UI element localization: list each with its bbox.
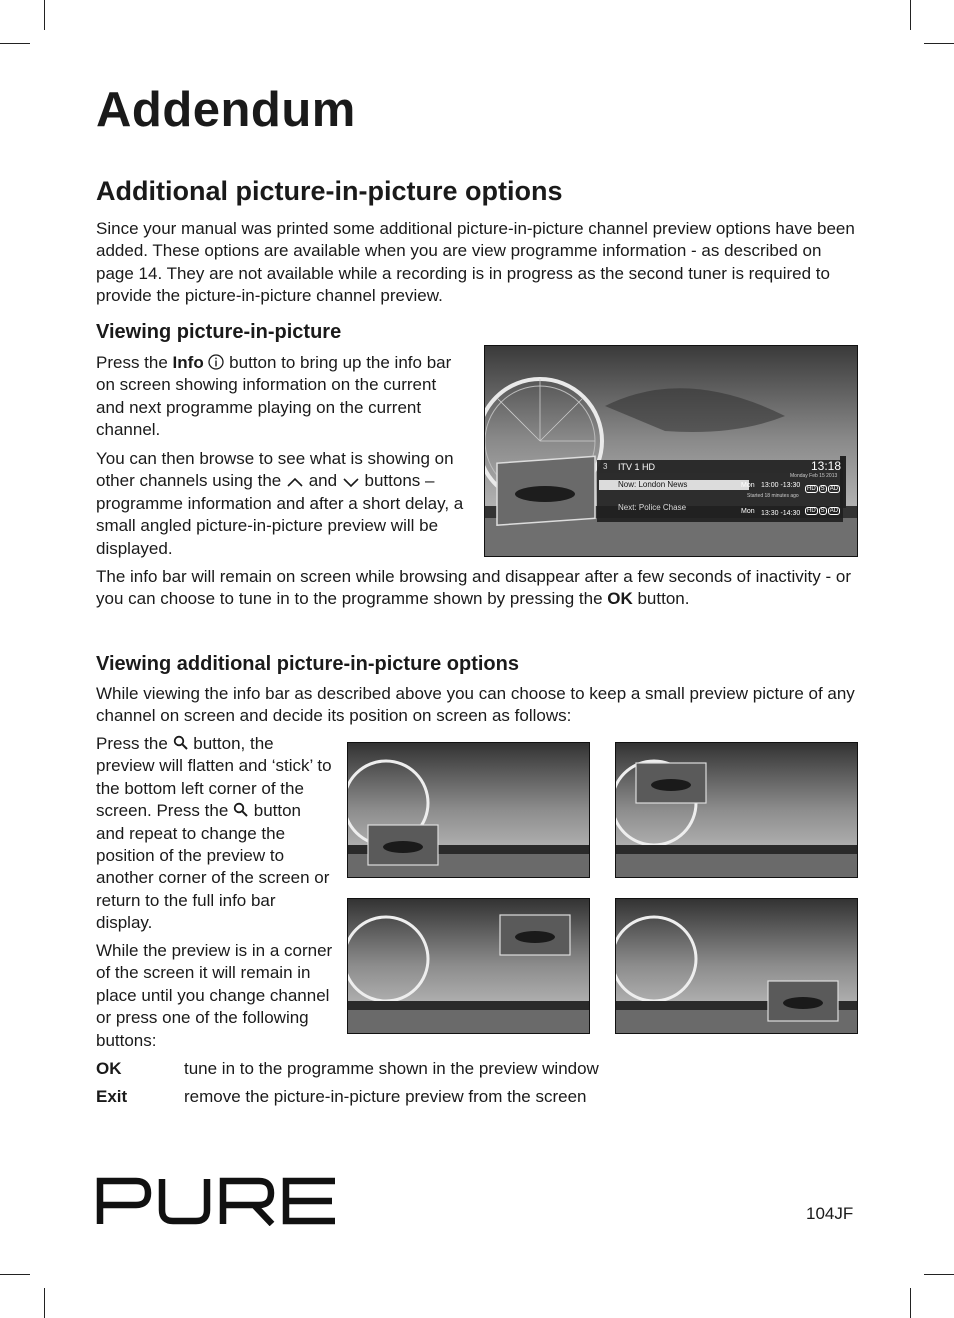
key-description: tune in to the programme shown in the preview window [184, 1059, 599, 1078]
text-run: You can then browse to see what is showing on other channels using the [96, 449, 454, 491]
next-badges [805, 507, 840, 515]
text-run: Press the [96, 734, 173, 753]
text-run: The info bar will remain on screen while browsing and disappear after a few seconds of inactivity - or you can choose to tune in to the programme shown by pressing the [96, 567, 851, 609]
preview-top-right-screenshot [347, 898, 590, 1034]
info-key-label: Info [172, 353, 204, 372]
crop-mark [44, 0, 45, 30]
preview-bottom-left-screenshot [347, 742, 590, 878]
crop-mark [0, 43, 30, 44]
key-label: Exit [96, 1087, 128, 1106]
crop-mark [910, 0, 911, 30]
crop-mark [44, 1288, 45, 1318]
london-scene-image [485, 346, 857, 556]
crop-mark [924, 1274, 954, 1275]
chevron-up-icon [286, 476, 304, 488]
chevron-down-icon [342, 476, 360, 488]
text-run: and [303, 471, 342, 491]
now-time: 13:00 -13:30 [761, 482, 801, 489]
additional-paragraph-1 [96, 733, 334, 935]
now-day: Mon [741, 482, 755, 489]
key-row-exit [96, 1086, 587, 1108]
viewing-paragraph-3 [96, 566, 856, 611]
now-badges [805, 485, 840, 493]
viewing-paragraph-2 [96, 448, 474, 560]
pure-logo [96, 1176, 338, 1231]
started-text: Started 18 minutes ago [747, 493, 799, 499]
subtitles-badge: S [820, 508, 825, 514]
page-title: Addendum [96, 83, 356, 137]
intro-paragraph: Since your manual was printed some additional picture-in-picture channel preview options have been added. These options are available when you are view programme information - as described on page 14. They are not available while a recording is in progress as the second tuner is required to provide the picture-in-picture channel preview. [96, 219, 855, 306]
section-title: Additional picture-in-picture options [96, 176, 563, 206]
info-icon [208, 354, 224, 370]
additional-intro: While viewing the info bar as described above you can choose to keep a small preview picture of any channel on screen and decide its position on screen as follows: [96, 684, 855, 726]
clock-time: 13:18 [811, 459, 842, 473]
clock-date: Monday Feb 15 2013 [790, 473, 838, 479]
text-run: button. [632, 589, 690, 609]
search-icon [173, 735, 189, 751]
crop-mark [0, 1274, 30, 1275]
text-run: button to bring up the info bar on screen showing information on the current and next programme playing on the current channel. [96, 353, 452, 440]
next-programme: Next: Police Chase [618, 503, 687, 512]
preview-top-left-screenshot [615, 742, 858, 878]
channel-name: ITV 1 HD [618, 462, 656, 472]
audio-description-badge: AD [829, 486, 839, 492]
key-description: remove the picture-in-picture preview from the screen [184, 1087, 587, 1106]
next-time: 13:30 -14:30 [761, 510, 801, 517]
additional-paragraph-2: While the preview is in a corner of the screen it will remain in place until you change channel or press one of the following buttons: [96, 941, 333, 1050]
preview-bottom-right-screenshot [615, 898, 858, 1034]
crop-mark [910, 1288, 911, 1318]
next-day: Mon [741, 508, 755, 515]
text-run: button, the preview will flatten and ‘stick’ to the bottom left corner of the screen. Press the [96, 734, 332, 821]
crop-mark [924, 43, 954, 44]
page-code: 104JF [806, 1204, 854, 1223]
hd-badge: HD [807, 486, 816, 492]
hd-badge: HD [807, 508, 816, 514]
additional-heading: Viewing additional picture-in-picture options [96, 653, 519, 675]
now-programme: Now: London News [618, 480, 688, 489]
viewing-heading: Viewing picture-in-picture [96, 321, 342, 343]
info-bar-screenshot [484, 345, 858, 557]
subtitles-badge: S [820, 486, 825, 492]
text-run: Press the [96, 353, 173, 372]
ok-key-label: OK [607, 589, 633, 609]
audio-description-badge: AD [829, 508, 839, 514]
search-icon [233, 802, 249, 818]
text-run: button and repeat to change the position of the preview to another corner of the screen or return to the full info bar display. [96, 801, 330, 933]
viewing-paragraph-1 [96, 352, 466, 442]
key-label: OK [96, 1059, 122, 1078]
text-run: buttons – programme information and after a short delay, a small angled picture-in-picture preview will be displayed. [96, 471, 464, 558]
key-row-ok [96, 1058, 599, 1080]
channel-number: 3 [603, 462, 608, 471]
